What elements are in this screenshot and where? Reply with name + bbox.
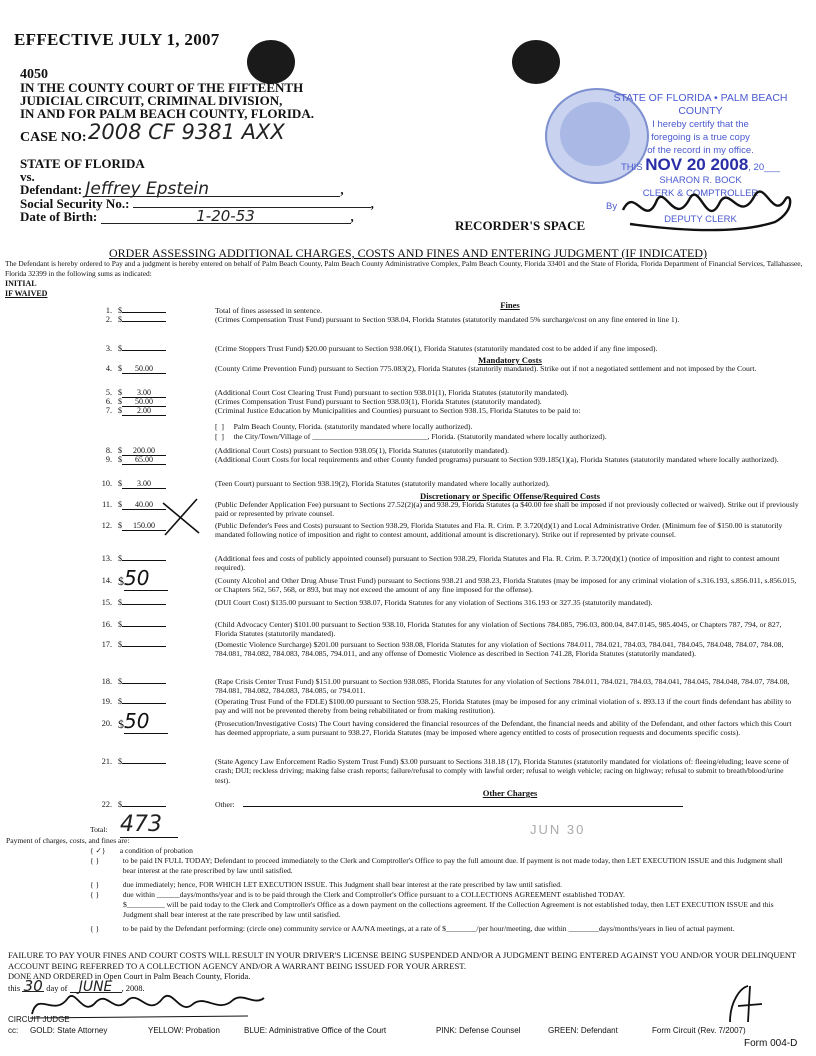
item-description: (Public Defender Application Fee) pursuant to Sections 27.52(2)(a) and 938.29, Florida Statutes (a $40.00 fee shall be imposed if not previously collected or waived). Strike out if previously paid or represented by private counsel. [215,500,799,519]
item-description: (County Crime Prevention Fund) pursuant to Section 775.083(2), Florida Statutes (statutorily mandated). Strike out if not a negotiated settlement and not imposed by the Court. [215,364,757,373]
payment-option-immediate [90,880,790,890]
section-other-charges: Other Charges [482,788,538,798]
item-amount-field[interactable] [118,697,173,706]
item-amount-field[interactable] [118,640,173,649]
item-description: (Additional Court Cost Clearing Trust Fund) pursuant to section 938.01(1), Florida Statutes (statutorily mandated). [215,388,569,397]
item-amount-field[interactable] [118,406,173,416]
clerk-signature [615,180,800,236]
item-number: 5. [105,388,112,397]
cc-gold: GOLD: State Attorney [30,1026,108,1035]
court-line-2: JUDICIAL CIRCUIT, CRIMINAL DIVISION, [20,93,283,108]
item-amount-field[interactable] [118,315,173,324]
item-description: Total of fines assessed in sentence. [215,306,323,315]
item-amount-field[interactable] [118,455,173,465]
item-description: (Additional fees and costs of publicly appointed counsel) pursuant to Section 938.29, Florida Statutes and Fla. R. Crim. P. 3.720(d)(1) (notice of imposition and right to contest amount required). [215,554,780,573]
ssn-label: Social Security No.: [20,196,130,211]
cert-line-2: I hereby certify that the [652,119,749,130]
cert-date-row: THIS NOV 20 2008, 20___ [620,155,780,174]
form-id: Form 004-D [744,1038,798,1049]
ssn-row: Social Security No.: , [20,196,374,211]
cc-blue: BLUE: Administrative Office of the Court [244,1026,387,1035]
dollar-sign: $ [118,500,122,509]
court-line-1: IN THE COUNTY COURT OF THE FIFTEENTH [20,80,304,95]
state-label: STATE OF FLORIDA [20,156,145,171]
done-year: , 2008. [121,983,145,993]
checkbox-probation[interactable]: { ✓} [90,846,106,855]
item-amount [122,560,166,561]
cert-deputy: DEPUTY CLERK [664,214,737,225]
item-amount: 50.00 [122,364,166,374]
item-amount-field[interactable] [118,709,173,734]
done-month: JUNE [70,983,122,994]
item-amount-field[interactable] [118,620,173,629]
item-description: (Additional Court Costs for local requirements and other County funded programs) pursuant to Section 939.185(1)(a), Florida Statutes (statutorily mandated where locally authorized). [215,455,779,464]
section-mandatory-costs: Mandatory Costs [478,355,542,365]
cert-line-4: of the record in my office. [647,145,754,156]
case-no-label: CASE NO: [20,130,87,145]
item-amount [122,683,166,684]
failure-warning: FAILURE TO PAY YOUR FINES AND COURT COSTS WILL RESULT IN YOUR DRIVER'S LICENSE BEING SUSPENDED AND/OR A JUDGMENT BEING ENTERED AGAINST YOU AND/OR YOUR DELINQUENT ACCOUNT BEING REFERRED TO A COLLECTION AGENCY AND/OR A WARRANT BEING ISSUED FOR YOUR ARREST. [8,950,797,971]
initial-label: INITIAL [5,279,37,288]
circuit-judge-label: CIRCUIT JUDGE [8,1015,70,1024]
if-waived-label: IF WAIVED [5,288,48,298]
dollar-sign: $ [118,364,122,373]
court-heading [20,68,314,120]
item-amount-field[interactable] [118,566,173,591]
item-number: 1. [105,306,112,315]
item-number: 3. [105,344,112,353]
dollar-sign: $ [118,574,124,588]
item-number: 14. [101,576,112,585]
section-discretionary-costs: Discretionary or Specific Offense/Required Costs [420,491,600,501]
cert-date: NOV 20 2008 [645,155,749,174]
item-description: (County Alcohol and Other Drug Abuse Trust Fund) pursuant to Sections 938.21 and 938.23, Florida Statutes (may be imposed for any criminal violation of s.316.193, s.856.011, s.856.015, or Chapters 562, 567, 568, or 893, but may not exceed the amount of any fine imposed for the offense). [215,576,797,595]
cert-line-1: STATE OF FLORIDA • PALM BEACH COUNTY [613,92,788,117]
item-number: 20. [101,719,112,728]
item-amount: 200.00 [122,446,166,456]
item-amount-field[interactable] [118,306,173,315]
item-number: 17. [101,640,112,649]
item-amount [122,312,166,313]
effective-date: EFFECTIVE JULY 1, 2007 [14,30,220,49]
item-amount [122,703,166,704]
initials-mark [700,982,770,1030]
item-number: 12. [101,521,112,530]
item-amount: 150.00 [122,521,166,531]
item-description: (Additional Court Costs) pursuant to Section 938.05(1), Florida Statutes (statutorily mandated). [215,446,510,455]
payment-option-probation-text: a condition of probation [119,846,193,855]
item-amount [122,350,166,351]
dollar-sign: $ [118,455,122,464]
dob-row: Date of Birth: 1-20-53 , [20,207,354,225]
payment-label: Payment of charges, costs, and fines are: [6,836,130,845]
item-description: (Crimes Compensation Trust Fund) pursuant to Section 938.03(1), Florida Statutes (statutorily mandated). [215,397,542,406]
payment-option-service-text: to be paid by the Defendant performing: (circle one) community service or AA/NA meetings, at a rate of $________/per hour/meeting, due within ________days/months/years in lieu of actual payment. [122,924,735,933]
item-amount [122,604,166,605]
dollar-sign: $ [118,306,122,315]
cc-green: GREEN: Defendant [548,1026,618,1035]
item-amount-field[interactable] [118,800,173,809]
dollar-sign: $ [118,697,122,706]
cc-distribution [8,1026,808,1035]
other-line [243,806,683,807]
item-number: 21. [101,757,112,766]
item-amount-field[interactable] [118,344,173,353]
done-day-of: day of [46,983,68,993]
total-label: Total: [90,825,108,834]
cert-title: CLERK & COMPTROLLER [642,188,759,199]
dollar-sign: $ [118,598,122,607]
item-amount [122,321,166,322]
punch-hole-right [512,40,560,84]
item-description: (DUI Court Cost) $135.00 pursuant to Section 938.07, Florida Statutes for any violation of Sections 316.193 or 327.35 (statutorily mandated). [215,598,653,607]
item-number: 22. [101,800,112,809]
payment-option-collections-text: due within ______days/months/year and is to be paid through the Clerk and Comptroller's Office pursuant to a COLLECTIONS AGREEMENT established TODAY. [122,890,625,899]
done-this: this [8,983,21,993]
item-number: 15. [101,598,112,607]
item-amount: 40.00 [122,500,166,510]
section-fines: Fines [500,300,520,310]
cert-name: SHARON R. BOCK [659,175,742,186]
initial-header [5,279,47,298]
item-amount [122,626,166,627]
item-number: 2. [105,315,112,324]
item-number: 4. [105,364,112,373]
item-number: 11. [102,500,112,509]
item-amount [122,806,166,807]
dob-value: 1-20-53 [101,210,351,224]
dollar-sign: $ [118,640,122,649]
cert-this: THIS [620,162,643,173]
cc-form-circuit: Form Circuit (Rev. 7/2007) [652,1026,746,1035]
item-description: (Teen Court) pursuant to Section 938.19(2), Florida Statutes (statutorily mandated where locally authorized). [215,479,550,488]
dob-label: Date of Birth: [20,209,98,224]
dollar-sign: $ [118,554,122,563]
checkbox-collections[interactable]: { } [90,890,100,899]
item-description: (Operating Trust Fund of the FDLE) $100.00 pursuant to Section 938.25, Florida Statutes (may be imposed for any criminal violation of s. 893.13 if the court finds defendant has ability to pay and will not be prevented thereby from being rehabilitated or from making restitution). [215,697,792,716]
dollar-sign: $ [118,620,122,629]
payment-option-service [90,924,790,934]
item-amount-field[interactable] [118,479,173,489]
item-amount: 50 [124,709,168,734]
item-description: (Crimes Compensation Trust Fund) pursuant to Section 938.04, Florida Statutes (statutorily mandated 5% surcharge/cost on any fine entered in line 1). [215,315,680,324]
item-number: 13. [101,554,112,563]
dollar-sign: $ [118,757,122,766]
item-description: (Public Defender's Fees and Costs) pursuant to Section 938.29, Florida Statutes and Fla. R. Crim. P. 3.720(d)(1) and Local Administrative Order. (Minimum fee of $150.00 is statutorily mandated following notice of imposition and right to contest amount, additional amount is discretionary). Strike out if represented by private counsel. [215,521,783,540]
item-description: Other: [215,800,235,809]
item-number: 18. [101,677,112,686]
item-amount-field[interactable] [118,598,173,607]
payment-option-full-text: to be paid IN FULL TODAY; Defendant to proceed immediately to the Clerk and Comptroller's Office to pay the full amount due. If payment is not made today, then LET EXECUTION ISSUE and this Judgment shall bear interest at the rate prescribed by law until satisfied. [122,856,783,875]
dollar-sign: $ [118,521,122,530]
total-value: 473 [120,812,178,838]
payment-option-full [90,856,790,875]
received-stamp: JUN 30 [530,822,586,837]
checkbox-city[interactable]: [ ] [215,432,224,441]
checkbox-full[interactable]: { } [90,856,100,865]
payment-option-probation [90,846,790,856]
item-amount-field[interactable] [118,677,173,686]
dollar-sign: $ [118,446,122,455]
case-no-value: 2008 CF 9381 AXX [88,120,285,144]
court-line-3: IN AND FOR PALM BEACH COUNTY, FLORIDA. [20,106,314,121]
item-amount: 65.00 [122,455,166,465]
dollar-sign: $ [118,406,122,415]
item-amount: 50 [124,566,168,591]
item-amount [122,763,166,764]
item-description: (Rape Crisis Center Trust Fund) $151.00 pursuant to Section 938.085, Florida Statutes for any violation of Sections 784.011, 784.021, 784.03, 784.041, 784.045, 784.048, 784.07, 784.08, 784.081, 784.082, 784.083, 784.085, or 794.011. [215,677,790,696]
party-block [20,157,374,224]
item-number: 8. [105,446,112,455]
item-description: (Prosecution/Investigative Costs) The Court having considered the financial resources of the Defendant, the financial needs and ability of the Defendant, and other factors which this Court has deemed appropriate, a sum pursuant to 938.27, Florida Statutes (may be imposed where agency entitled to costs of prosecution requests and documents specific costs). [215,719,792,738]
dollar-sign: $ [118,388,122,397]
item-number: 6. [105,397,112,406]
form-number: 4050 [20,67,48,82]
defendant-value: Jeffrey Epstein [85,183,340,197]
item-amount: 3.00 [122,479,166,489]
item-amount-field[interactable] [118,757,173,766]
item-description: (Criminal Justice Education by Municipalities and Counties) pursuant to Section 938.15, Florida Statutes to be paid to: [215,406,581,415]
done-day: 30 [23,976,43,995]
dollar-sign: $ [118,479,122,488]
item-number: 16. [101,620,112,629]
item-description: (State Agency Law Enforcement Radio System Trust Fund) $3.00 pursuant to Sections 318.18 (17), Florida Statutes (statutorily mandated for violations of: fleeing/eluding; leave scene of crash; DUI; reckless driving; making false crash reports; failure/refusal to comply with lawful order; refusal to weigh vehicle; racing on highway; refusal to submit to breath/blood/urine test). [215,757,790,785]
cc-label: cc: [8,1026,19,1035]
item-number: 7. [105,406,112,415]
cert-year: , 20 [748,162,765,173]
item-amount: 3.00 [122,388,166,398]
dollar-sign: $ [118,397,122,406]
defendant-row: Defendant: Jeffrey Epstein , [20,179,344,199]
cc-pink: PINK: Defense Counsel [436,1026,521,1035]
item-number: 19. [101,697,112,706]
item-amount-field[interactable] [118,364,173,374]
recorder-space-label: RECORDER'S SPACE [455,218,586,233]
defendant-label: Defendant: [20,182,83,197]
item-amount: 50.00 [122,397,166,407]
item7-option-county [215,422,800,431]
cert-line-3: foregoing is a true copy [651,132,750,143]
item-amount [122,646,166,647]
checkbox-service[interactable]: { } [90,924,100,933]
item7-option-county-text: Palm Beach County, Florida. (statutorily mandated where locally authorized). [233,422,473,431]
item-description: (Domestic Violence Surcharge) $201.00 pursuant to Section 938.08, Florida Statutes for any violation of Sections 784.011, 784.021, 784.03, 784.041, 784.045, 784.048, 784.07, 784.08, 784.081, 784.082, 784.083, 784.085, 794.011, and any offense of Domestic Violence as described in Section 741.28, Florida Statutes (statutorily mandated). [215,640,784,659]
item-number: 9. [105,455,112,464]
item-description: (Crime Stoppers Trust Fund) $20.00 pursuant to Section 938.06(1), Florida Statutes (statutorily mandated cost to be added if any fine imposed). [215,344,658,353]
item-amount: 2.00 [122,406,166,416]
payment-option-collections [90,890,790,900]
cert-by: By [606,201,618,212]
item-amount-field[interactable] [118,554,173,563]
dollar-sign: $ [118,344,122,353]
item7-option-city-text: the City/Town/Village of ______________________________, Florida. (Statutorily mandated where locally authorized). [233,432,607,441]
payment-option-downpayment: $__________ will be paid today to the Clerk and Comptroller's Office as a down payment on the collections agreement. If the Collection Agreement is not established today, then LET EXECUTION ISSUE and this Judgment shall bear interest at the rate prescribed by law until satisfied. [123,900,774,919]
checkbox-county[interactable]: [ ] [215,422,224,431]
done-text: DONE AND ORDERED in Open Court in Palm Beach County, Florida. [8,972,251,981]
checkbox-immediate[interactable]: { } [90,880,100,889]
dollar-sign: $ [118,800,122,809]
dollar-sign: $ [118,315,122,324]
dollar-sign: $ [118,677,122,686]
strike-mark-line-11 [155,497,205,539]
order-title: ORDER ASSESSING ADDITIONAL CHARGES, COSTS AND FINES AND ENTERING JUDGMENT (IF INDICATED) [108,246,708,260]
vs-label: vs. [20,169,35,184]
cc-yellow: YELLOW: Probation [148,1026,220,1035]
order-intro: The Defendant is hereby ordered to Pay and a judgment is hereby entered on behalf of Palm Beach County, Palm Beach County Administrative Complex, Palm Beach County, Florida 33401 and the State of Florida, Florida Department of Financial Services, Tallahassee, Florida 32399 in the following sums as indicated: [5,259,803,278]
payment-option-immediate-text: due immediately; hence, FOR WHICH LET EXECUTION ISSUE. This Judgment shall bear interest at the rate prescribed by law until satisfied. [122,880,562,889]
item7-option-city [215,432,800,441]
dollar-sign: $ [118,717,124,731]
item-number: 10. [101,479,112,488]
item-description: (Child Advocacy Center) $101.00 pursuant to Section 938.10, Florida Statutes for any violation of Sections 784.085, 796.03, 800.04, 847.0145, 985.4045, or Chapters 787, 794, or 827, Florida Statutes (statutorily mandated). [215,620,782,639]
